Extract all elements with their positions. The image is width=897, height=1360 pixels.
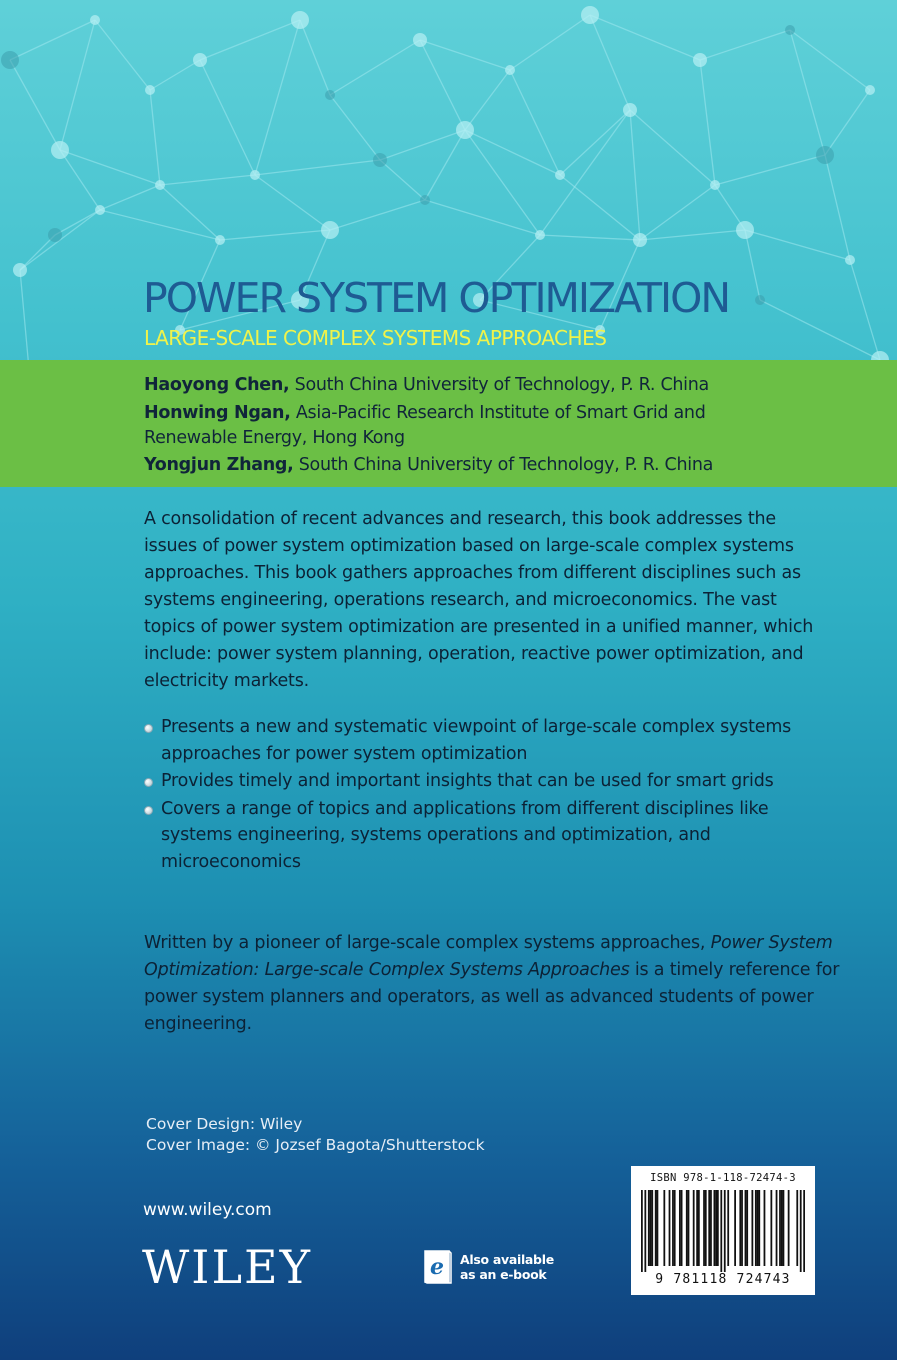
network-link <box>465 130 540 235</box>
network-link <box>160 185 220 240</box>
network-node <box>373 153 387 167</box>
network-link <box>150 90 160 185</box>
barcode-bar <box>663 1190 665 1266</box>
network-link <box>330 200 425 230</box>
barcode-bar <box>686 1190 688 1266</box>
network-node <box>250 170 260 180</box>
network-link <box>790 30 870 90</box>
network-node <box>456 121 474 139</box>
network-node <box>555 170 565 180</box>
book-title: POWER SYSTEM OPTIMIZATION <box>143 274 730 322</box>
barcode-bar <box>672 1190 674 1266</box>
network-link <box>560 175 640 240</box>
network-link <box>745 230 850 260</box>
ebook-label-line2: as an e-book <box>460 1267 547 1282</box>
barcode-bar <box>758 1190 760 1266</box>
barcode-bar <box>710 1190 712 1266</box>
network-link <box>330 95 380 160</box>
barcode-bar <box>800 1190 802 1272</box>
network-node <box>505 65 515 75</box>
network-link <box>425 200 540 235</box>
bullet-icon <box>144 724 153 733</box>
cover-credits <box>146 1114 485 1156</box>
network-node <box>785 25 795 35</box>
barcode-bar <box>746 1190 748 1266</box>
ebook-notice <box>424 1250 564 1286</box>
network-node <box>845 255 855 265</box>
network-link <box>700 30 790 60</box>
bullet-icon <box>144 778 153 787</box>
feature-text: Provides timely and important insights that can be used for smart grids <box>161 771 774 791</box>
feature-item <box>144 714 844 767</box>
network-node <box>90 15 100 25</box>
barcode-bar <box>650 1190 652 1266</box>
network-node <box>1 51 19 69</box>
network-node <box>291 11 309 29</box>
network-link <box>255 175 330 230</box>
barcode-bar <box>681 1190 683 1266</box>
barcode-bar <box>727 1190 729 1266</box>
barcode-bar <box>717 1190 719 1266</box>
ebook-label-line1: Also available <box>460 1252 554 1267</box>
isbn-barcode-box <box>631 1166 815 1295</box>
network-node <box>535 230 545 240</box>
barcode-bar <box>651 1190 653 1266</box>
network-link <box>825 90 870 155</box>
barcode-bar <box>745 1190 747 1266</box>
network-link <box>640 185 715 240</box>
e-book-icon <box>424 1250 452 1284</box>
barcode-bar <box>679 1190 681 1266</box>
barcode-bar <box>705 1190 707 1266</box>
network-node <box>633 233 647 247</box>
network-node <box>48 228 62 242</box>
cover-image-credit: Cover Image: © Jozsef Bagota/Shutterstock <box>146 1136 485 1154</box>
network-node <box>816 146 834 164</box>
network-link <box>715 155 825 185</box>
bullet-icon <box>144 806 153 815</box>
network-node <box>215 235 225 245</box>
network-link <box>200 20 300 60</box>
network-link <box>465 130 560 175</box>
network-link <box>745 230 760 300</box>
barcode-bar <box>724 1190 726 1272</box>
barcode-bar <box>755 1190 757 1266</box>
network-link <box>150 60 200 90</box>
barcode-bar <box>781 1190 783 1266</box>
author-entry <box>144 373 774 398</box>
cover-design-credit: Cover Design: Wiley <box>146 1115 303 1133</box>
network-node <box>325 90 335 100</box>
network-link <box>700 60 715 185</box>
network-link <box>100 210 220 240</box>
network-node <box>710 180 720 190</box>
barcode-bar <box>734 1190 736 1266</box>
network-link <box>160 175 255 185</box>
network-link <box>510 70 560 175</box>
network-link <box>60 20 95 150</box>
network-link <box>20 235 55 270</box>
network-link <box>510 15 590 70</box>
network-link <box>220 230 330 240</box>
network-node <box>51 141 69 159</box>
svg-text:e: e <box>430 1254 444 1280</box>
network-link <box>540 235 640 240</box>
barcode-bar <box>708 1190 710 1266</box>
network-link <box>790 30 825 155</box>
network-node <box>413 33 427 47</box>
book-description: A consolidation of recent advances and research, this book addresses the issues of power system optimization based on large-scale complex systems approaches. This book gathers approaches from different disciplines such as systems engineering, operations research, and microeconomics. The vast topics of power system optimization are presented in a unified manner, which include: power system planning, operation, reactive power optimization, and electricity markets. <box>144 509 814 691</box>
barcode-bar <box>783 1190 785 1266</box>
barcode-bar <box>739 1190 741 1266</box>
isbn-label: ISBN 978-1-118-72474-3 <box>650 1172 796 1184</box>
author-entry <box>144 453 774 478</box>
barcode-bar <box>714 1190 716 1266</box>
network-link <box>425 130 465 200</box>
network-link <box>380 130 465 160</box>
barcode-bar <box>655 1190 657 1266</box>
wiley-logo: WILEY <box>142 1240 312 1294</box>
author-entry <box>144 401 774 451</box>
network-link <box>60 150 100 210</box>
barcode-bar <box>693 1190 695 1266</box>
network-node <box>321 221 339 239</box>
barcode-bar <box>669 1190 671 1266</box>
barcode-bar <box>698 1190 700 1266</box>
network-node <box>693 53 707 67</box>
closing-book-title: Power System Optimization: Large-scale Complex Systems Approaches <box>144 933 833 980</box>
feature-item <box>144 796 844 876</box>
barcode-bar <box>764 1190 766 1266</box>
network-link <box>640 230 745 240</box>
network-link <box>630 110 715 185</box>
network-node <box>193 53 207 67</box>
feature-text: Presents a new and systematic viewpoint of large-scale complex systems approaches for power system optimization <box>161 717 792 764</box>
closing-text-start: Written by a pioneer of large-scale complex systems approaches, <box>144 933 711 953</box>
barcode-bar <box>776 1190 778 1266</box>
network-link <box>95 20 150 90</box>
network-link <box>330 40 420 95</box>
network-link <box>20 210 100 270</box>
barcode-bar <box>720 1190 722 1272</box>
network-link <box>825 155 850 260</box>
network-link <box>420 40 465 130</box>
barcode-bar <box>757 1190 759 1266</box>
author-name: Haoyong Chen, <box>144 375 290 395</box>
network-link <box>850 260 880 360</box>
network-link <box>255 20 300 175</box>
network-link <box>255 160 380 175</box>
network-node <box>736 221 754 239</box>
feature-item <box>144 768 844 795</box>
network-link <box>200 60 255 175</box>
barcode-bar <box>696 1190 698 1266</box>
barcode-digits: 9 781118 724743 <box>655 1272 791 1287</box>
network-link <box>60 150 160 185</box>
network-link <box>380 160 425 200</box>
network-node <box>581 6 599 24</box>
network-link <box>560 110 630 175</box>
network-link <box>10 60 60 150</box>
barcode-bar <box>796 1190 798 1266</box>
network-link <box>300 20 330 95</box>
publisher-website[interactable]: www.wiley.com <box>143 1200 272 1220</box>
book-subtitle: LARGE-SCALE COMPLEX SYSTEMS APPROACHES <box>144 326 607 350</box>
barcode-bar <box>657 1190 659 1266</box>
network-link <box>55 210 100 235</box>
network-node <box>623 103 637 117</box>
author-affiliation: Asia-Pacific Research Institute of Smart Grid and Renewable Energy, Hong Kong <box>144 403 706 448</box>
barcode-bar <box>779 1190 781 1266</box>
network-node <box>865 85 875 95</box>
barcode-bar <box>688 1190 690 1266</box>
network-link <box>10 20 95 60</box>
network-node <box>755 295 765 305</box>
barcode-bar <box>703 1190 705 1266</box>
barcode-bar <box>674 1190 676 1266</box>
barcode-bar <box>715 1190 717 1266</box>
barcode-bar <box>644 1190 646 1272</box>
network-node <box>13 263 27 277</box>
network-node <box>145 85 155 95</box>
barcode-bar <box>751 1190 753 1266</box>
barcode-bar <box>770 1190 772 1266</box>
closing-text-end: is a timely reference for power system planners and operators, as well as advanced students of power engineering. <box>144 960 840 1034</box>
network-link <box>465 70 510 130</box>
barcode-graphic <box>641 1190 805 1272</box>
feature-list <box>144 714 844 876</box>
network-link <box>630 110 640 240</box>
barcode-bar <box>788 1190 790 1266</box>
network-link <box>420 40 510 70</box>
author-affiliation: South China University of Technology, P. R. China <box>293 455 714 475</box>
author-name: Honwing Ngan, <box>144 403 291 423</box>
network-node <box>420 195 430 205</box>
feature-text: Covers a range of topics and applications from different disciplines like systems engineering, systems operations and optimization, and microeconomics <box>161 798 769 872</box>
network-node <box>95 205 105 215</box>
closing-paragraph <box>144 930 844 1038</box>
barcode-bar <box>648 1190 650 1266</box>
author-affiliation: South China University of Technology, P. R. China <box>289 375 709 395</box>
barcode-bar <box>803 1190 805 1272</box>
network-link <box>100 185 160 210</box>
network-node <box>155 180 165 190</box>
barcode-bar <box>641 1190 643 1272</box>
author-name: Yongjun Zhang, <box>144 455 294 475</box>
barcode-bar <box>741 1190 743 1266</box>
network-link <box>760 300 880 360</box>
